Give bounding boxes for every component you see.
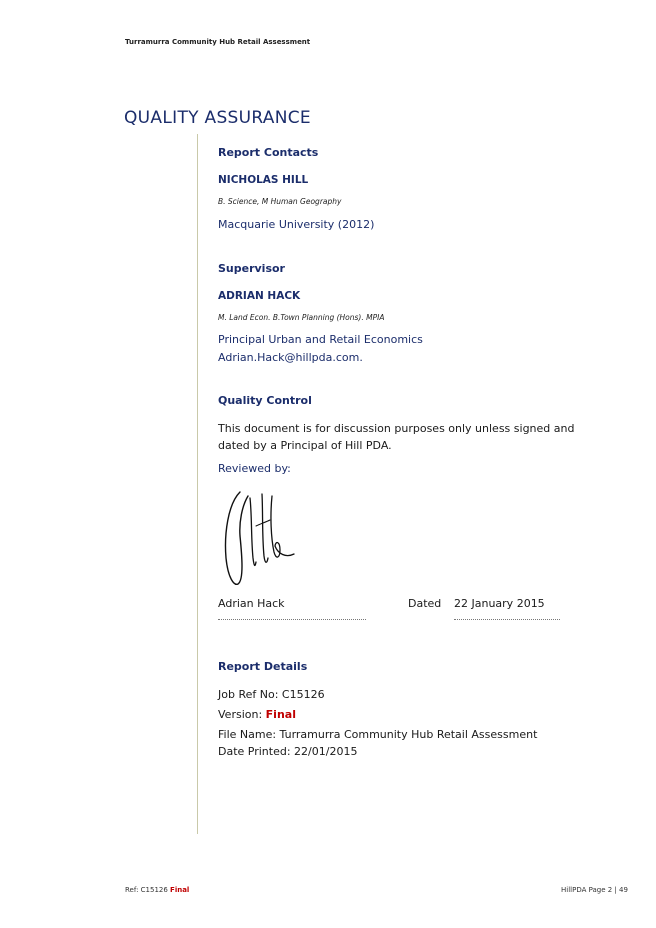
footer-ref-label: Ref: C15126 <box>125 886 171 894</box>
date-line <box>454 619 560 620</box>
qc-statement-line-2: dated by a Principal of Hill PDA. <box>218 439 392 452</box>
reviewed-by-label: Reviewed by: <box>218 462 291 475</box>
running-header: Turramurra Community Hub Retail Assessment <box>125 38 311 46</box>
file-name: File Name: Turramurra Community Hub Retail Assessment <box>218 728 538 741</box>
contact-qualification: B. Science, M Human Geography <box>218 197 342 206</box>
signatory-name: Adrian Hack <box>218 597 285 610</box>
job-ref: Job Ref No: C15126 <box>218 688 325 701</box>
footer-page-info: HillPDA Page 2 | 49 <box>561 886 628 894</box>
supervisor-role: Principal Urban and Retail Economics <box>218 333 423 346</box>
supervisor-heading: Supervisor <box>218 262 285 275</box>
quality-control-heading: Quality Control <box>218 394 312 407</box>
footer-ref-status: Final <box>170 886 190 894</box>
contact-institution: Macquarie University (2012) <box>218 218 375 231</box>
signature-image <box>218 486 308 590</box>
section-vertical-rule <box>197 134 198 834</box>
report-details-heading: Report Details <box>218 660 308 673</box>
version-label: Version: <box>218 708 266 721</box>
report-contacts-heading: Report Contacts <box>218 146 319 159</box>
review-date: 22 January 2015 <box>454 597 545 610</box>
contact-name: NICHOLAS HILL <box>218 174 309 186</box>
date-printed: Date Printed: 22/01/2015 <box>218 745 358 758</box>
version-line <box>218 706 296 724</box>
version-value: Final <box>265 708 296 721</box>
signature-line <box>218 619 366 620</box>
dated-label: Dated <box>408 597 442 610</box>
supervisor-email[interactable]: Adrian.Hack@hillpda.com. <box>218 351 363 364</box>
qc-statement-line-1: This document is for discussion purposes only unless signed and <box>218 422 575 435</box>
supervisor-name: ADRIAN HACK <box>218 290 301 302</box>
page-title: QUALITY ASSURANCE <box>124 108 311 128</box>
footer-ref <box>125 886 189 894</box>
supervisor-qualification: M. Land Econ. B.Town Planning (Hons). MPIA <box>218 313 385 322</box>
